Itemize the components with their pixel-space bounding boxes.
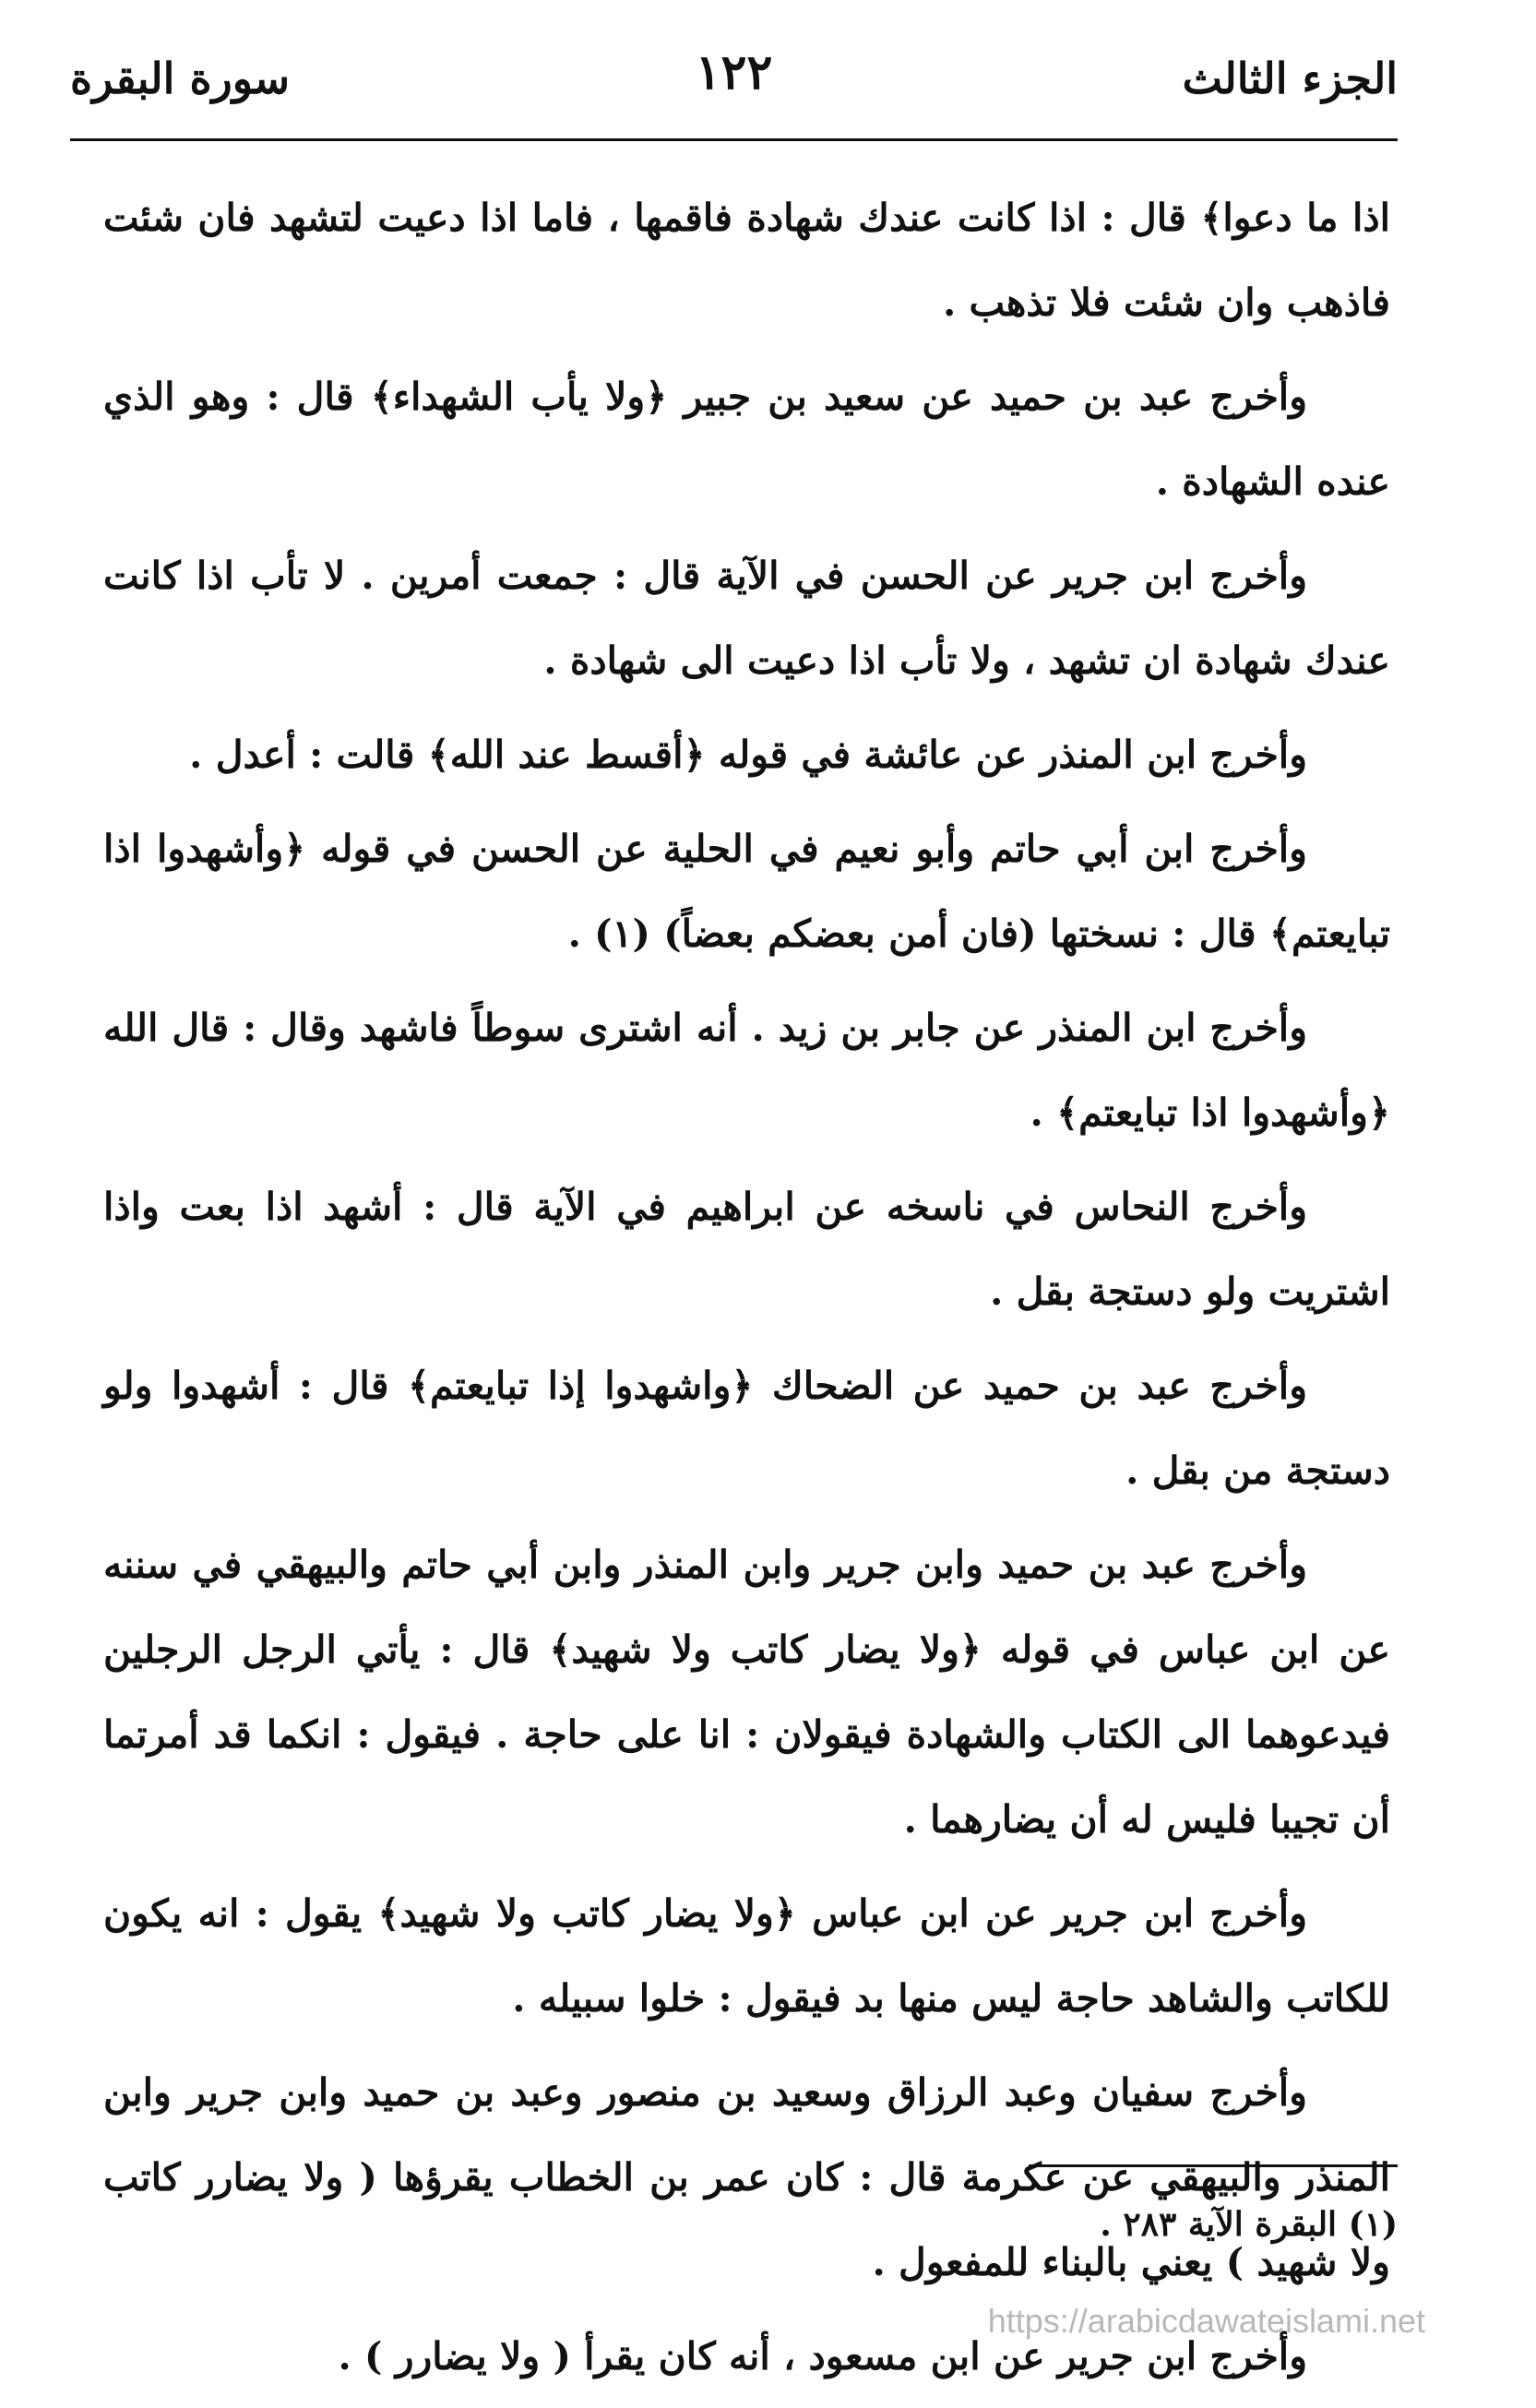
footnote-divider (1029, 2164, 1398, 2167)
paragraph: وأخرج سفيان وعبد الرزاق وسعيد بن منصور وعبد بن حميد وابن جرير وابن المنذر والبيهقي عن عكرمة قال : كان عمر بن الخطاب يقرؤها ( ولا يضارر كاتب ولا شهيد ) يعني بالبناء للمفعول . (103, 2070, 1390, 2284)
paragraph: وأخرج عبد بن حميد وابن جرير وابن المنذر وابن أبي حاتم والبيهقي في سننه عن ابن عباس في قوله ﴿ولا يضار كاتب ولا شهيد﴾ قال : يأتي الرجل الرجلين فيدعوهما الى الكتاب والشهادة فيقولان : انا على حاجة . فيقول : انكما قد أمرتما أن تجيبا فليس له أن يضارهما . (103, 1543, 1390, 1842)
paragraph: وأخرج ابن جرير عن ابن عباس ﴿ولا يضار كاتب ولا شهيد﴾ يقول : انه يكون للكاتب والشاهد حاجة ليس منها بد فيقول : خلوا سبيله . (103, 1891, 1390, 2021)
paragraph: وأخرج ابن جرير عن الحسن في الآية قال : جمعت أمرين . لا تأب اذا كانت عندك شهادة ان تشهد ، ولا تأب اذا دعيت الى شهادة . (103, 554, 1390, 683)
footnote: (١) البقرة الآية ٢٨٣ . (1100, 2205, 1398, 2244)
surah-title: سورة البقرة (70, 54, 291, 103)
page-header (70, 44, 1398, 146)
paragraph: وأخرج عبد بن حميد عن الضحاك ﴿واشهدوا إذا تبايعتم﴾ قال : أشهدوا ولو دستجة من بقل . (103, 1364, 1390, 1493)
header-divider (70, 138, 1398, 141)
page-body (103, 175, 1390, 2408)
paragraph: وأخرج ابن المنذر عن عائشة في قوله ﴿أقسط عند الله﴾ قالت : أعدل . (189, 733, 1307, 777)
page-number: ١٢٢ (695, 44, 773, 101)
paragraph: وأخرج ابن المنذر عن جابر بن زيد . أنه اشترى سوطاً فاشهد وقال : قال الله ﴿وأشهدوا اذا تبايعتم﴾ . (103, 1006, 1390, 1135)
paragraph: وأخرج عبد بن حميد عن سعيد بن جبير ﴿ولا يأب الشهداء﴾ قال : وهو الذي عنده الشهادة . (103, 375, 1390, 504)
paragraph: وأخرج ابن أبي حاتم وأبو نعيم في الحلية عن الحسن في قوله ﴿وأشهدوا اذا تبايعتم﴾ قال : نسختها (فان أمن بعضكم بعضاً) (١) . (103, 827, 1390, 956)
paragraph: وأخرج ابن جرير عن ابن مسعود ، أنه كان يقرأ ( ولا يضارر ) . (338, 2334, 1307, 2378)
watermark: https://arabicdawateislami.net (987, 2302, 1425, 2340)
part-title: الجزء الثالث (1182, 54, 1398, 103)
paragraph: اذا ما دعوا﴾ قال : اذا كانت عندك شهادة فاقمها ، فاما اذا دعيت لتشهد فان شئت فاذهب وان شئت فلا تذهب . (103, 196, 1390, 325)
paragraph: وأخرج النحاس في ناسخه عن ابراهيم في الآية قال : أشهد اذا بعت واذا اشتريت ولو دستجة بقل . (103, 1185, 1390, 1314)
